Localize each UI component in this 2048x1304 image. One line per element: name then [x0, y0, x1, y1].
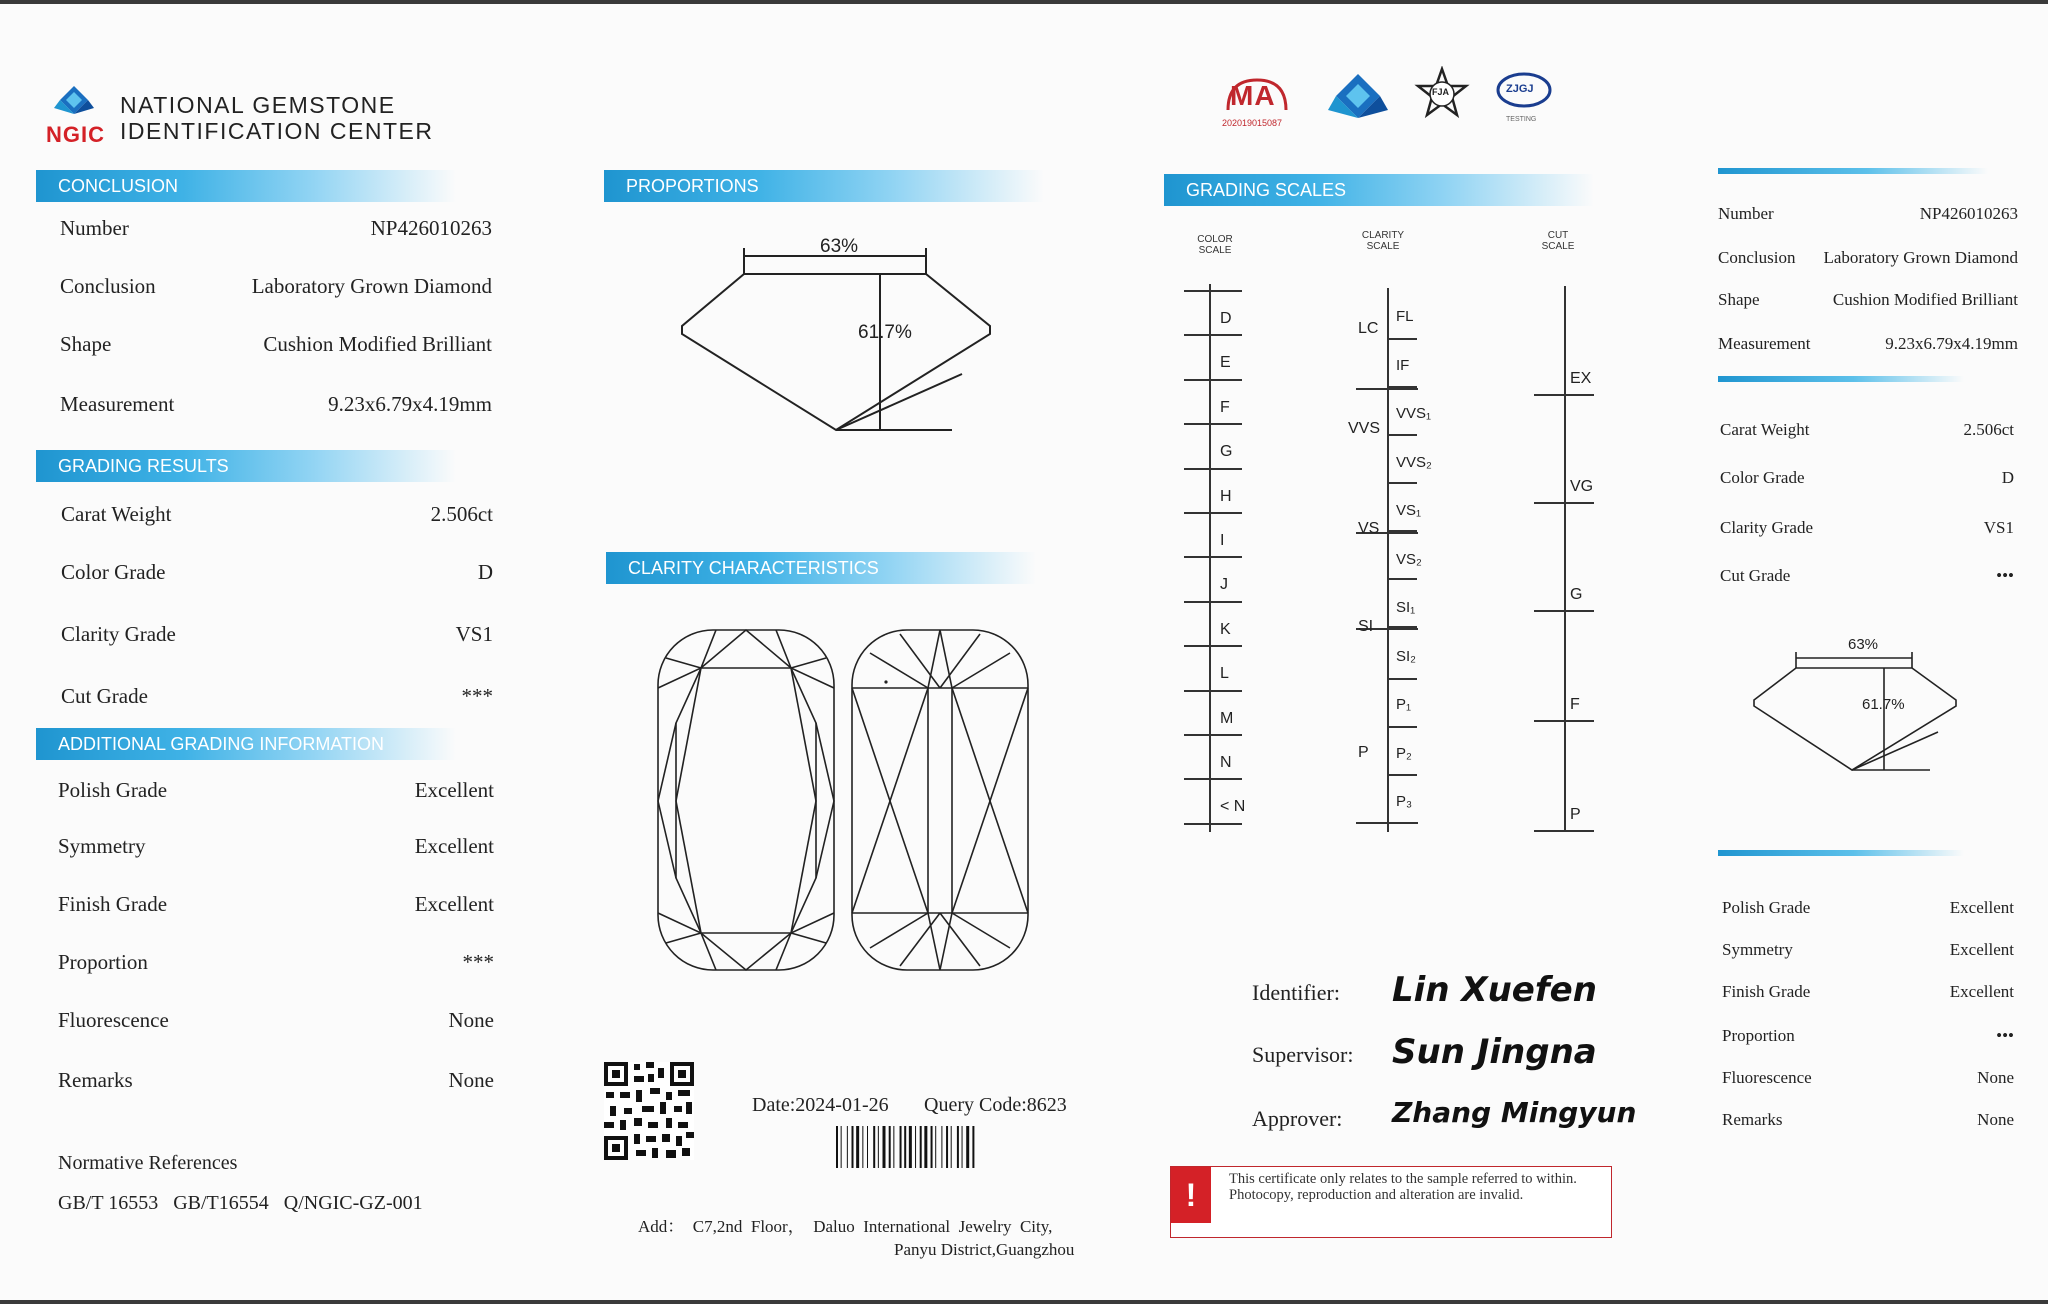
clarity-grade-label: FL — [1396, 308, 1414, 325]
section-clarity: CLARITY CHARACTERISTICS — [606, 552, 1036, 584]
certificate-sheet — [0, 4, 2048, 1300]
conclusion-row — [60, 332, 492, 357]
summary-top-row-label: Number — [1718, 204, 1774, 223]
additional-row-value: Excellent — [414, 778, 494, 802]
query-code: Query Code:8623 — [924, 1094, 1067, 1116]
color-scale-title: COLOR SCALE — [1197, 234, 1233, 256]
barcode-bar — [935, 1126, 936, 1168]
cut-scale-tick — [1534, 830, 1594, 832]
clarity-crown-plot — [656, 628, 838, 974]
additional-row-label: Fluorescence — [58, 1008, 169, 1032]
color-scale-tick — [1184, 601, 1242, 603]
conclusion-row-label: Measurement — [60, 392, 175, 416]
color-scale-label: H — [1220, 487, 1232, 505]
summary-divider-top — [1718, 168, 1988, 174]
cut-scale-axis — [1564, 286, 1566, 832]
barcode-bar — [972, 1126, 974, 1168]
disclaimer-text: This certificate only relates to the sample referred to within. Photocopy, reproduction and alteration are invalid. — [1229, 1171, 1577, 1203]
summary-table-pct: 63% — [1848, 636, 1879, 653]
clarity-sub-tick — [1387, 726, 1417, 728]
summary-divider-mid — [1718, 376, 1964, 382]
section-grading-results: GRADING RESULTS — [36, 450, 456, 482]
color-scale-tick — [1184, 512, 1242, 514]
summary-mid-row-label: Carat Weight — [1720, 420, 1810, 439]
additional-row-label: Proportion — [58, 950, 148, 974]
barcode-bar — [931, 1126, 933, 1168]
summary-bottom-row-value: Excellent — [1949, 982, 2014, 1001]
summary-mid-row — [1720, 518, 2014, 538]
qr-code[interactable] — [604, 1062, 694, 1160]
grading-row-label: Cut Grade — [61, 684, 148, 708]
conclusion-row — [60, 274, 492, 299]
summary-bottom-row-label: Finish Grade — [1722, 982, 1811, 1001]
clarity-group-tick — [1356, 388, 1418, 390]
clarity-sub-tick — [1387, 482, 1417, 484]
staff-signature: Lin Xuefen — [1392, 970, 1597, 1010]
disclaimer-box — [1170, 1166, 1612, 1238]
color-scale-label: F — [1220, 398, 1230, 416]
color-scale-tick — [1184, 334, 1242, 336]
summary-top-row — [1718, 204, 2018, 224]
additional-row-value: None — [448, 1068, 494, 1092]
conclusion-row-label: Shape — [60, 332, 112, 356]
clarity-group-label: LC — [1358, 320, 1379, 337]
color-scale-label: N — [1220, 754, 1232, 771]
conclusion-row-value: NP426010263 — [370, 216, 492, 240]
conclusion-row-value: Laboratory Grown Diamond — [251, 274, 492, 298]
conclusion-row-label: Conclusion — [60, 274, 156, 298]
grading-row-label: Color Grade — [61, 560, 166, 584]
summary-top-row-label: Shape — [1718, 290, 1760, 309]
barcode-bar — [957, 1126, 959, 1168]
cut-scale-label: EX — [1570, 370, 1592, 387]
fja-logo-text: FJA — [1432, 87, 1450, 97]
clarity-grade-label: P₁ — [1396, 696, 1412, 713]
clarity-sub-tick — [1387, 774, 1417, 776]
additional-row-label: Finish Grade — [58, 892, 168, 916]
staff-role: Supervisor: — [1252, 1042, 1354, 1067]
summary-mid-row — [1720, 420, 2014, 440]
additional-row-value: *** — [462, 950, 494, 974]
additional-row — [58, 1068, 494, 1093]
summary-mid-row-label: Color Grade — [1720, 468, 1805, 487]
cut-scale-tick — [1534, 720, 1594, 722]
grading-row — [61, 684, 493, 709]
grading-row — [61, 502, 493, 527]
clarity-group-label: SI — [1358, 618, 1374, 635]
conclusion-row-label: Number — [60, 216, 129, 240]
cma-number: 202019015087 — [1222, 118, 1283, 128]
additional-row — [58, 1008, 494, 1033]
summary-top-row-value: Laboratory Grown Diamond — [1823, 248, 2018, 267]
clarity-scale-title: CLARITY SCALE — [1361, 230, 1405, 252]
clarity-grade-label: VVS₂ — [1396, 453, 1432, 471]
color-scale-label: E — [1220, 354, 1231, 372]
zjgj-testing-text: TESTING — [1506, 116, 1537, 123]
summary-bottom-row-value: None — [1977, 1110, 2014, 1129]
color-scale-tick — [1184, 468, 1242, 470]
summary-mid-row-label: Cut Grade — [1720, 566, 1791, 585]
clarity-group-tick — [1356, 822, 1418, 824]
color-scale-tick — [1184, 290, 1242, 292]
clarity-grade-label: P₃ — [1396, 793, 1413, 810]
color-scale-label: < N — [1220, 798, 1246, 816]
color-scale-tick — [1184, 379, 1242, 381]
ngic-diamond-logo-icon — [50, 84, 98, 124]
summary-mid-row-value: ••• — [1996, 566, 2014, 585]
summary-mid-row — [1720, 566, 2014, 586]
issue-date: Date:2024-01-26 — [752, 1094, 889, 1116]
barcode-bar — [867, 1126, 868, 1168]
color-scale-label: G — [1220, 443, 1233, 461]
staff-signature: Zhang Mingyun — [1392, 1096, 1637, 1129]
summary-bottom-row — [1722, 898, 2014, 918]
clarity-grade-label: SI₁ — [1396, 599, 1416, 616]
clarity-sub-tick — [1387, 678, 1417, 680]
barcode-bar — [941, 1126, 942, 1168]
clarity-grade-label: IF — [1396, 356, 1410, 374]
clarity-group-label: VS — [1358, 520, 1380, 537]
grading-row-value: D — [477, 560, 493, 584]
barcode-bar — [873, 1126, 875, 1168]
clarity-grade-label: VS₂ — [1396, 550, 1422, 568]
additional-row — [58, 834, 494, 859]
grading-row-value: VS1 — [455, 622, 493, 646]
normative-refs: GB/T 16553 GB/T16554 Q/NGIC-GZ-001 — [58, 1192, 423, 1214]
conclusion-row-value: 9.23x6.79x4.19mm — [328, 392, 492, 416]
summary-bottom-row — [1722, 1026, 2014, 1046]
color-scale-tick — [1184, 423, 1242, 425]
summary-bottom-row-value: Excellent — [1949, 940, 2014, 959]
clarity-sub-tick — [1387, 338, 1417, 340]
barcode[interactable] — [834, 1126, 1076, 1168]
ngic-logo-text: NGIC — [46, 122, 105, 147]
ngic-badge-icon — [1326, 70, 1390, 126]
section-additional: ADDITIONAL GRADING INFORMATION — [36, 728, 456, 760]
zjgj-logo-text: ZJGJ — [1506, 83, 1534, 95]
grading-row-value: 2.506ct — [430, 502, 493, 526]
summary-top-row-value: Cushion Modified Brilliant — [1832, 290, 2018, 309]
summary-proportion-diagram — [1748, 644, 1972, 778]
summary-bottom-row-value: ••• — [1996, 1026, 2014, 1045]
barcode-bar — [951, 1126, 952, 1168]
additional-row — [58, 892, 494, 917]
barcode-bar — [920, 1126, 922, 1168]
summary-bottom-row-label: Proportion — [1722, 1026, 1795, 1045]
summary-top-row-label: Conclusion — [1718, 248, 1796, 267]
color-scale-tick — [1184, 823, 1242, 825]
summary-top-row-value: NP426010263 — [1919, 204, 2018, 223]
summary-divider-bottom — [1718, 850, 1964, 856]
barcode-bar — [856, 1126, 859, 1168]
barcode-bar — [915, 1126, 916, 1168]
grading-row-label: Clarity Grade — [61, 622, 176, 646]
cut-scale-label: G — [1570, 586, 1583, 603]
color-scale-tick — [1184, 690, 1242, 692]
summary-bottom-row-label: Symmetry — [1722, 940, 1793, 959]
barcode-bar — [966, 1126, 969, 1168]
staff-signature: Sun Jingna — [1392, 1032, 1597, 1072]
clarity-grade-label: SI₂ — [1396, 647, 1416, 665]
grading-row-label: Carat Weight — [61, 502, 172, 526]
color-scale-label: J — [1220, 576, 1228, 594]
color-scale-label: L — [1220, 665, 1229, 683]
section-proportions: PROPORTIONS — [604, 170, 1044, 202]
additional-row — [58, 778, 494, 803]
summary-mid-row-value: D — [2001, 468, 2014, 487]
cut-scale-tick — [1534, 610, 1594, 612]
clarity-scale-axis — [1387, 288, 1389, 832]
color-scale-label: K — [1220, 620, 1231, 638]
color-scale-label: M — [1220, 709, 1234, 727]
summary-bottom-row-value: None — [1977, 1068, 2014, 1087]
barcode-bar — [909, 1126, 912, 1168]
color-scale-tick — [1184, 645, 1242, 647]
barcode-bar — [836, 1126, 838, 1168]
clarity-sub-tick — [1387, 434, 1417, 436]
summary-top-row-value: 9.23x6.79x4.19mm — [1885, 334, 2018, 353]
color-scale-label: I — [1220, 532, 1225, 549]
address-line1: Add： C7,2nd Floor， Daluo International Jewelry City, — [638, 1217, 1053, 1236]
barcode-bar — [924, 1126, 927, 1168]
grading-row-value: *** — [461, 684, 493, 708]
staff-role: Identifier: — [1252, 980, 1340, 1005]
barcode-bar — [847, 1126, 848, 1168]
warning-icon: ! — [1171, 1167, 1211, 1223]
barcode-bar — [889, 1126, 891, 1168]
barcode-bar — [852, 1126, 854, 1168]
summary-bottom-row-label: Polish Grade — [1722, 898, 1811, 917]
summary-mid-row-value: 2.506ct — [1963, 420, 2014, 439]
grading-row — [61, 622, 493, 647]
cut-scale-label: F — [1570, 696, 1580, 713]
clarity-grade-label: VVS₁ — [1396, 405, 1432, 422]
additional-row — [58, 950, 494, 975]
summary-bottom-row — [1722, 982, 2014, 1002]
clarity-sub-tick — [1387, 578, 1417, 580]
org-name-line2: IDENTIFICATION CENTER — [120, 118, 434, 144]
cut-scale-label: P — [1570, 806, 1581, 823]
barcode-bar — [946, 1126, 948, 1168]
proportion-diagram — [670, 234, 1000, 444]
address-line2: Panyu District,Guangzhou — [894, 1240, 1075, 1259]
section-conclusion: CONCLUSION — [36, 170, 456, 202]
barcode-bar — [900, 1126, 902, 1168]
color-scale-label: D — [1220, 310, 1232, 327]
conclusion-row — [60, 392, 492, 417]
barcode-bar — [962, 1126, 963, 1168]
summary-top-row — [1718, 334, 2018, 354]
clarity-grade-label: P₂ — [1396, 744, 1412, 762]
summary-bottom-row — [1722, 1068, 2014, 1088]
cma-logo-text: MA — [1230, 80, 1276, 111]
cut-scale-label: VG — [1570, 478, 1594, 495]
summary-mid-row-label: Clarity Grade — [1720, 518, 1813, 537]
staff-role: Approver: — [1252, 1106, 1343, 1131]
summary-bottom-row-label: Remarks — [1722, 1110, 1783, 1129]
clarity-pavilion-plot — [850, 628, 1032, 974]
clarity-grade-label: VS₁ — [1396, 502, 1422, 519]
grading-row — [61, 560, 493, 585]
color-scale-tick — [1184, 778, 1242, 780]
summary-bottom-row-value: Excellent — [1949, 898, 2014, 917]
additional-row-label: Remarks — [58, 1068, 133, 1092]
summary-bottom-row-label: Fluorescence — [1722, 1068, 1812, 1087]
org-name-line1: NATIONAL GEMSTONE — [120, 92, 396, 118]
cut-scale-title: CUT SCALE — [1541, 230, 1575, 252]
summary-depth-pct: 61.7% — [1862, 696, 1905, 713]
section-grading-scales: GRADING SCALES — [1164, 174, 1594, 206]
summary-top-row — [1718, 290, 2018, 310]
additional-row-value: None — [448, 1008, 494, 1032]
additional-row-label: Polish Grade — [58, 778, 168, 802]
summary-top-row-label: Measurement — [1718, 334, 1811, 353]
summary-top-row — [1718, 248, 2018, 268]
additional-row-value: Excellent — [414, 834, 494, 858]
normative-title: Normative References — [58, 1152, 238, 1174]
cut-scale-tick — [1534, 502, 1594, 504]
additional-row-value: Excellent — [414, 892, 494, 916]
conclusion-row-value: Cushion Modified Brilliant — [263, 332, 492, 356]
proportion-table-pct: 63% — [820, 236, 859, 257]
proportion-depth-pct: 61.7% — [858, 322, 912, 343]
color-scale-tick — [1184, 734, 1242, 736]
clarity-group-label: P — [1358, 744, 1369, 761]
summary-bottom-row — [1722, 1110, 2014, 1130]
barcode-bar — [862, 1126, 863, 1168]
barcode-bar — [883, 1126, 886, 1168]
conclusion-row — [60, 216, 492, 241]
color-scale-tick — [1184, 556, 1242, 558]
barcode-bar — [893, 1126, 894, 1168]
clarity-group-label: VVS — [1348, 420, 1381, 437]
summary-mid-row-value: VS1 — [1983, 518, 2014, 537]
barcode-bar — [841, 1126, 842, 1168]
cut-scale-tick — [1534, 394, 1594, 396]
barcode-bar — [878, 1126, 879, 1168]
additional-row-label: Symmetry — [58, 834, 146, 858]
barcode-bar — [904, 1126, 906, 1168]
summary-mid-row — [1720, 468, 2014, 488]
summary-bottom-row — [1722, 940, 2014, 960]
